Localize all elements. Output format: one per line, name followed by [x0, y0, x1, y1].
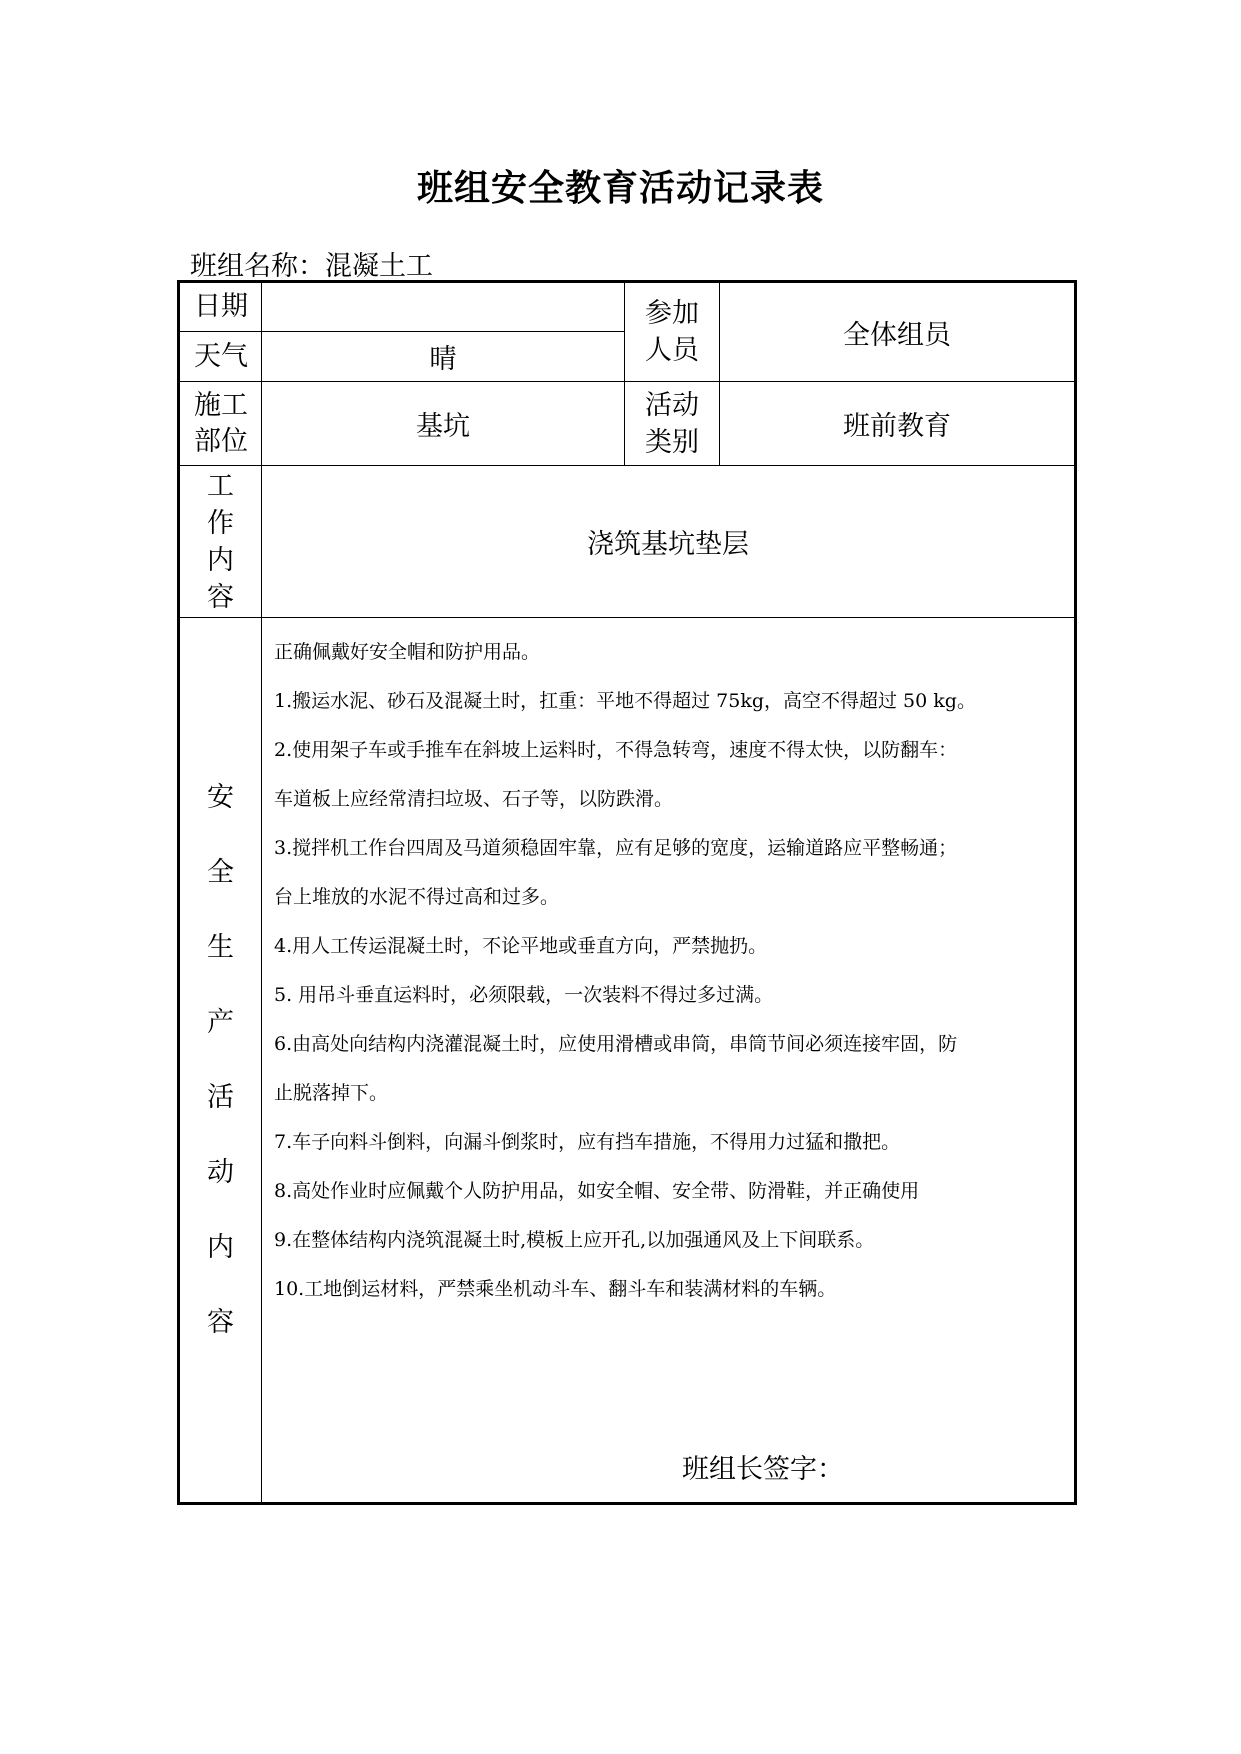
team-name-line [190, 244, 433, 283]
safety-line: 2.使用架子车或手推车在斜坡上运料时，不得急转弯，速度不得太快，以防翻车： [274, 739, 958, 761]
participants-label-line-1: 参加 [645, 298, 699, 329]
location-label-line-2: 部位 [194, 425, 248, 457]
safety-label-char: 容 [207, 1307, 234, 1338]
date-row [179, 282, 1076, 332]
activity-type-label-line-2: 类别 [645, 426, 699, 458]
safety-content-cell [262, 618, 1076, 1504]
date-value [262, 282, 625, 332]
safety-label-char: 生 [207, 932, 234, 963]
safety-label-char: 动 [207, 1157, 234, 1188]
safety-content-label [179, 618, 262, 1504]
safety-content-row [179, 618, 1076, 1504]
safety-line: 车道板上应经常清扫垃圾、石子等，以防跌滑。 [274, 788, 674, 810]
work-label-char: 内 [207, 544, 234, 576]
activity-type-value: 班前教育 [720, 382, 1076, 466]
safety-line: 正确佩戴好安全帽和防护用品。 [274, 641, 541, 663]
safety-line: 台上堆放的水泥不得过高和过多。 [274, 886, 560, 908]
participants-label [625, 282, 720, 382]
location-value: 基坑 [262, 382, 625, 466]
safety-line: 9.在整体结构内浇筑混凝土时,模板上应开孔,以加强通风及上下间联系。 [274, 1229, 875, 1251]
work-content-value: 浇筑基坑垫层 [262, 466, 1076, 618]
work-content-label [179, 466, 262, 618]
safety-line: 1.搬运水泥、砂石及混凝土时，扛重：平地不得超过 75kg，高空不得超过 50 kg。 [274, 690, 976, 712]
participants-label-line-2: 人员 [645, 335, 699, 366]
safety-line: 3.搅拌机工作台四周及马道须稳固牢靠，应有足够的宽度，运输道路应平整畅通； [274, 837, 958, 859]
location-label-line-1: 施工 [194, 389, 248, 421]
date-label: 日期 [179, 282, 262, 332]
team-leader-signature-label: 班组长签字： [682, 1454, 844, 1485]
safety-content-lines [262, 618, 1074, 1314]
location-label [179, 382, 262, 466]
team-name-value: 混凝土工 [325, 251, 433, 282]
location-row [179, 382, 1076, 466]
safety-label-char: 产 [207, 1007, 234, 1038]
safety-line: 5. 用吊斗垂直运料时，必须限载，一次装料不得过多过满。 [274, 984, 774, 1006]
safety-line: 6.由高处向结构内浇灌混凝土时，应使用滑槽或串筒，串筒节间必须连接牢固，防 [274, 1033, 958, 1055]
safety-label-char: 内 [207, 1232, 234, 1263]
safety-line: 8.高处作业时应佩戴个人防护用品，如安全帽、安全带、防滑鞋，并正确使用 [274, 1180, 920, 1202]
safety-line: 4.用人工传运混凝土时，不论平地或垂直方向，严禁抛扔。 [274, 935, 768, 957]
safety-label-char: 活 [207, 1082, 234, 1113]
safety-line: 7.车子向料斗倒料，向漏斗倒浆时，应有挡车措施，不得用力过猛和撒把。 [274, 1131, 901, 1153]
work-label-char: 作 [207, 507, 234, 539]
safety-line: 10.工地倒运材料，严禁乘坐机动斗车、翻斗车和装满材料的车辆。 [274, 1278, 837, 1300]
safety-label-char: 全 [207, 857, 234, 888]
safety-label-char: 安 [207, 782, 234, 813]
activity-type-label [625, 382, 720, 466]
weather-label: 天气 [179, 332, 262, 382]
work-label-char: 工 [207, 470, 234, 502]
document-title: 班组安全教育活动记录表 [416, 168, 824, 209]
work-label-char: 容 [207, 581, 234, 613]
safety-line: 止脱落掉下。 [274, 1082, 389, 1104]
activity-type-label-line-1: 活动 [645, 389, 699, 421]
participants-value: 全体组员 [720, 282, 1076, 382]
team-name-label: 班组名称： [190, 251, 325, 282]
record-table [177, 280, 1077, 1505]
work-content-row [179, 466, 1076, 618]
weather-value: 晴 [262, 332, 625, 382]
